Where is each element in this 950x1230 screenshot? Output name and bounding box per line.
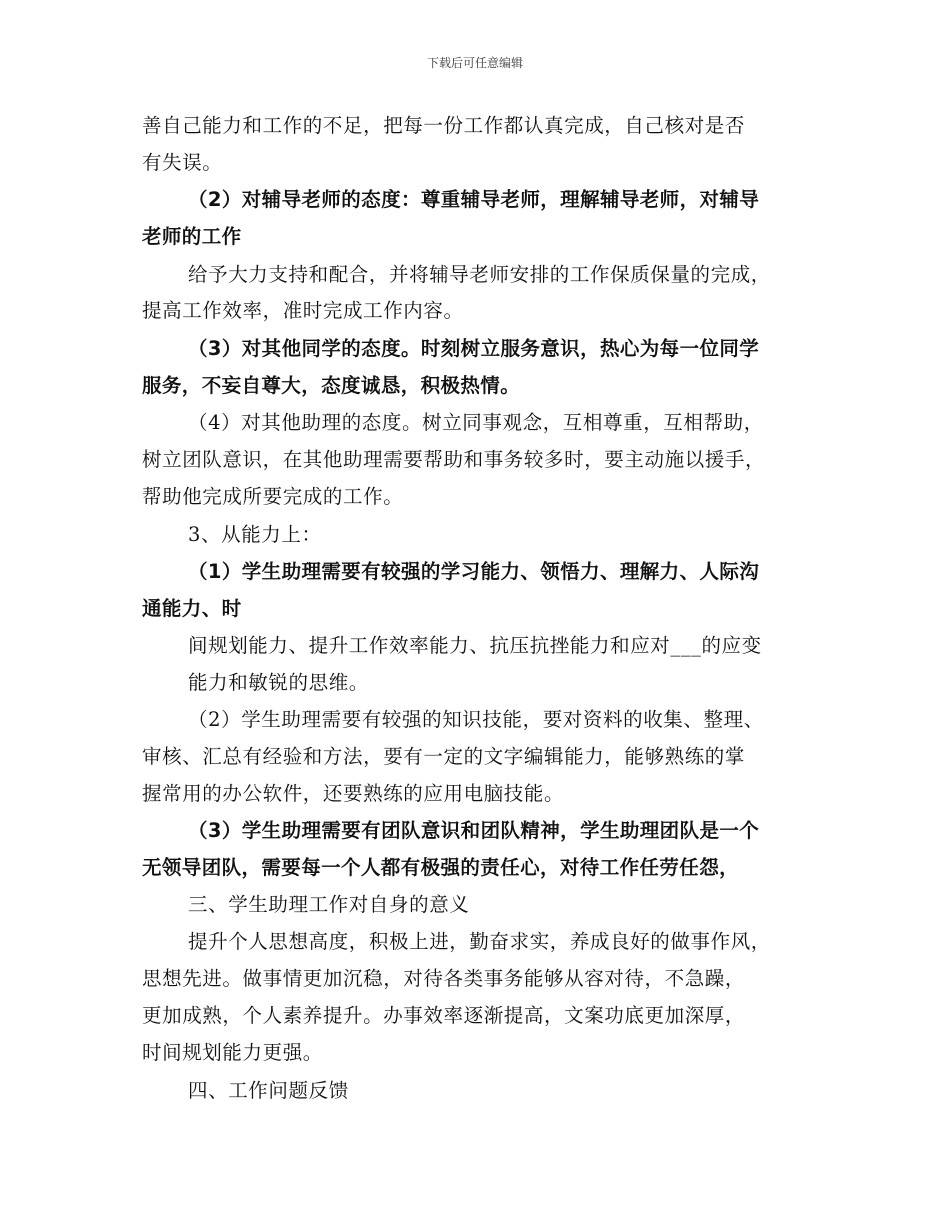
subheading-line: （2）对辅导老师的态度：尊重辅导老师，理解辅导老师，对辅导 [188, 188, 760, 211]
body-line: 有失误。 [142, 151, 223, 174]
body-line: 善自己能力和工作的不足，把每一份工作都认真完成，自己核对是否 [142, 114, 746, 137]
body-line: 能力和敏锐的思维。 [188, 671, 369, 694]
subheading-line: 服务，不妄自尊大，态度诚恳，积极热情。 [142, 374, 521, 397]
body-line: （2）学生助理需要有较强的知识技能，要对资料的收集、整理、 [188, 708, 764, 731]
page-header: 下载后可任意编辑 [426, 56, 523, 70]
body-line: 间规划能力、提升工作效率能力、抗压抗挫能力和应对___的应变 [188, 634, 762, 657]
body-line: 提升个人思想高度，积极上进，勤奋求实，养成良好的做事作风， [188, 930, 771, 953]
section-heading: 四、工作问题反馈 [188, 1079, 349, 1102]
subheading-line: 无领导团队，需要每一个人都有极强的责任心，对待工作任劳任怨， [142, 856, 740, 879]
body-line: 思想先进。做事情更加沉稳，对待各类事务能够从容对待，不急躁， [142, 967, 746, 990]
subheading-line: （1）学生助理需要有较强的学习能力、领悟力、理解力、人际沟 [188, 560, 760, 583]
body-line: 帮助他完成所要完成的工作。 [142, 485, 404, 508]
subheading-line: （3）学生助理需要有团队意识和团队精神，学生助理团队是一个 [188, 819, 760, 842]
body-line: 时间规划能力更强。 [142, 1041, 323, 1064]
body-line: 握常用的办公软件，还要熟练的应用电脑技能。 [142, 782, 565, 805]
section-heading: 三、学生助理工作对自身的意义 [188, 893, 470, 916]
body-line: （4）对其他助理的态度。树立同事观念，互相尊重，互相帮助， [188, 411, 764, 434]
body-line: 树立团队意识，在其他助理需要帮助和事务较多时，要主动施以援手， [142, 448, 766, 471]
subheading-line: （3）对其他同学的态度。时刻树立服务意识，热心为每一位同学 [188, 337, 760, 360]
subheading-line: 老师的工作 [142, 225, 242, 248]
subheading-line: 通能力、时 [142, 597, 242, 620]
body-line: 给予大力支持和配合，并将辅导老师安排的工作保质保量的完成， [188, 263, 771, 286]
section-line: 3、从能力上： [188, 523, 322, 546]
body-line: 提高工作效率，准时完成工作内容。 [142, 299, 464, 322]
body-line: 审核、汇总有经验和方法，要有一定的文字编辑能力，能够熟练的掌 [142, 745, 746, 768]
body-line: 更加成熟，个人素养提升。办事效率逐渐提高，文案功底更加深厚， [142, 1004, 746, 1027]
